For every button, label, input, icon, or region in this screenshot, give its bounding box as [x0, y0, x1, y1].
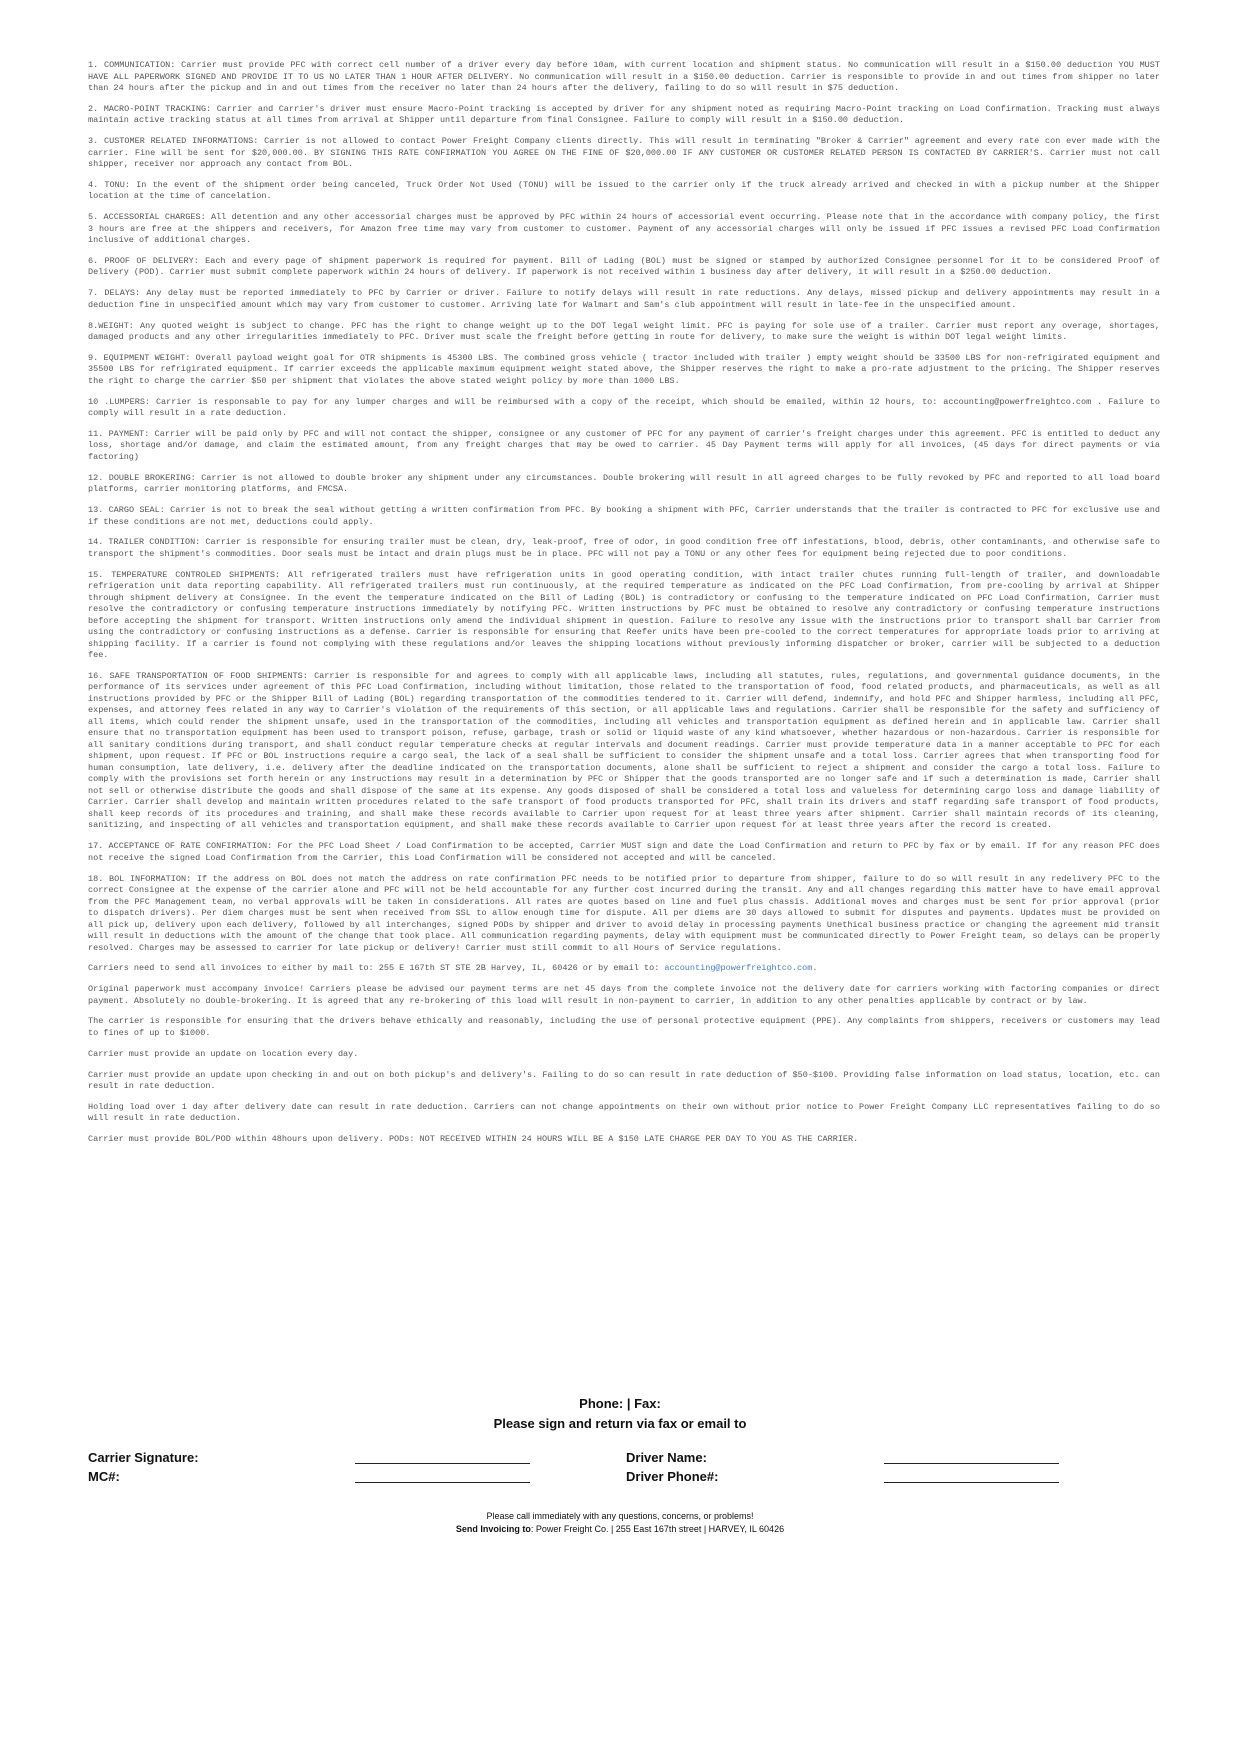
mc-field[interactable]: [355, 1482, 530, 1483]
term-accessorial-charges: 5. ACCESSORIAL CHARGES: All detention and any other accessorial charges must be approved by PFC within 24 hours of accessorial event occurring. Please note that in the accordance with company policy, the first 3 hours are free at the shippers and receivers, for Amazon free time may vary from customer to customer. Payment of any accessorial charges will only be issued if PFC issues a revised PFC Load Confirmation inclusive of additional charges.: [88, 212, 1160, 246]
note-original-paperwork: Original paperwork must accompany invoice! Carriers please be advised our payment terms are net 45 days from the complete invoice not the delivery date for carriers working with factoring companies or direct payment. Absolutely no double-brokering. It is agreed that any re-brokering of this load will result in non-payment to carrier, in addition to any other penalties applicable by contract or by law.: [88, 984, 1160, 1006]
term-tonu: 4. TONU: In the event of the shipment order being canceled, Truck Order Not Used (TONU) will be issued to the carrier only if the truck already arrived and checked in with a pickup number at the Shipper location at the time of cancelation.: [88, 179, 1160, 202]
footer-invoicing-label: Send Invoicing to: [455, 1524, 531, 1534]
invoice-note-text: Carriers need to send all invoices to either by mail to: 255 E 167th ST STE 2B Harvey, IL, 60426 or by email to:: [88, 963, 665, 974]
term-payment: 11. PAYMENT: Carrier will be paid only by PFC and will not contact the shipper, consignee or any customer of PFC for any payment of carrier's freight charges under this agreement. PFC is entitled to deduct any loss, shortage and/or damage, and claim the estimated amount, from any freight charges that may be owed to carrier. 45 Day Payment terms will apply for all invoices, (45 days for direct payments or via factoring): [88, 428, 1160, 462]
driver-phone-field[interactable]: [884, 1482, 1059, 1483]
term-proof-of-delivery: 6. PROOF OF DELIVERY: Each and every page of shipment paperwork is required for payment. Bill of Lading (BOL) must be signed or stamped by authorized Consignee personnel for it to be considered Proof of Delivery (POD). Carrier must submit complete paperwork within 24 hours of delivery. If paperwork is not received within 1 business day after delivery, it will result in a $250.00 deduction.: [88, 255, 1160, 278]
term-weight: 8.WEIGHT: Any quoted weight is subject to change. PFC has the right to change weight up to the DOT legal weight limit. PFC is paying for sole use of a trailer. Carrier must report any overage, shortages, damaged products and any other irregularities immediately to PFC. Driver must scale the freight before getting in route for delivery, to make sure the weight is within DOT legal weight limits.: [88, 320, 1160, 343]
term-delays: 7. DELAYS: Any delay must be reported immediately to PFC by Carrier or driver. Failure to notify delays will result in rate reductions. Any delays, missed pickup and delivery appointments may result in a deduction fine in unspecified amount which may vary from customer to customer. Arriving late for Walmart and Sam's club appointment will result in late-fee in the unspecified amount.: [88, 288, 1160, 310]
note-location-update: Carrier must provide an update on location every day.: [88, 1048, 359, 1059]
term-cargo-seal: 13. CARGO SEAL: Carrier is not to break the seal without getting a written confirmation from PFC. By booking a shipment with PFC, Carrier understands that the trailer is contracted to PFC for exclusive use and if these conditions are not met, deductions could apply.: [88, 505, 1160, 527]
carrier-signature-field[interactable]: [355, 1463, 530, 1464]
driver-phone-label: Driver Phone#:: [626, 1469, 719, 1484]
phone-fax-line: Phone: | Fax:: [579, 1396, 661, 1411]
invoice-note: [88, 963, 1160, 975]
note-checkin-update: Carrier must provide an update upon checking in and out on both pickup's and delivery's. Failing to do so can result in rate deduction of $50-$100. Providing false information on load status, location, etc. can result in rate deduction.: [88, 1069, 1160, 1092]
footer-invoicing-value: : Power Freight Co. | 255 East 167th street | HARVEY, IL 60426: [530, 1524, 785, 1534]
sign-return-line: Please sign and return via fax or email to: [493, 1416, 747, 1431]
term-bol-information: 18. BOL INFORMATION: If the address on BOL does not match the address on rate confirmation PFC needs to be notified prior to departure from shipper, failure to do so will result in any redelivery PFC to the correct Consignee at the expense of the carrier alone and PFC will not be held accountable for any further cost incurred during the transit. Any and all changes regarding this matter have to have email approval from the PFC Management team, no verbal approvals will be taken in considerations. All rates are quotes based on line and fuel plus chassis. Additional moves and charges must be sent for prior approval (prior to dispatch drivers). Per diem charges must be sent when received from SSL to allow enough time for dispute. All per diems are 30 days allowed to submit for disputes and payments. Updates must be provided on all pick up, delivery upon each delivery, followed by all interchanges, signed PODs by shipper and driver to avoid delay in processing payments Unethical business practice or changing the agreement mid transit will result in deductions with the amount of the change that took place. All communication regarding payments, delay with equipment must be communicated directly to Power Freight team, so delays can be properly resolved. Charges may be assessed to carrier for late pickup or delivery! Carrier must still commit to all Hours of Service regulations.: [88, 873, 1160, 953]
footer-call-line: Please call immediately with any questions, concerns, or problems!: [486, 1511, 754, 1521]
term-trailer-condition: 14. TRAILER CONDITION: Carrier is responsible for ensuring trailer must be clean, dry, leak-proof, free of odor, in good condition free off infestations, blood, debris, other contaminants, and otherwise safe to transport the shipment's commodities. Door seals must be intact and drain plugs must be in place. PFC will not pay a TONU or any other fees for equipment being rejected due to poor conditions.: [88, 537, 1160, 559]
footer-invoicing-line: [0, 1524, 1240, 1534]
term-macro-point-tracking: 2. MACRO-POINT TRACKING: Carrier and Carrier's driver must ensure Macro-Point tracking is accepted by driver for any shipment noted as requiring Macro-Point tracking on Load Confirmation. Tracking must always maintain active tracking status at all times from arrival at Shipper until departure from final Consignee. Failure to comply will result in a $150.00 deduction.: [88, 103, 1160, 126]
term-communication: 1. COMMUNICATION: Carrier must provide PFC with correct cell number of a driver every day before 10am, with current location and shipment status. No communication will result in a $150.00 deduction YOU MUST HAVE ALL PAPERWORK SIGNED AND PROVIDE IT TO US NO LATER THAN 1 HOUR AFTER DELIVERY. No communication will result in a $150.00 deduction. Carrier is responsible to provide in and out times from shipper no later than 24 hours after the pickup and in and out times from the receiver no later than 24 hours after the delivery, failing to do so will result in $75 deduction.: [88, 60, 1160, 93]
term-customer-related-informations: 3. CUSTOMER RELATED INFORMATIONS: Carrier is not allowed to contact Power Freight Company clients directly. This will result in terminating "Broker & Carrier" agreement and every rate con ever made with the carrier. Fine will be sent for $20,000.00. BY SIGNING THIS RATE CONFIRMATION YOU AGREE ON THE FINE OF $20,000.00 IF ANY CUSTOMER OR CUSTOMER RELATED PERSON IS CONTACTED BY CARRIER'S. Carrier must not call shipper, receiver nor approach any contact from BOL.: [88, 136, 1160, 170]
term-double-brokering: 12. DOUBLE BROKERING: Carrier is not allowed to double broker any shipment under any circumstances. Double brokering will result in all agreed charges to be fully revoked by PFC and reported to all load board platforms, carrier monitoring platforms, and FMCSA.: [88, 472, 1160, 495]
invoice-note-suffix: .: [812, 963, 818, 974]
invoice-email-link[interactable]: accounting@powerfreightco.com: [664, 963, 813, 974]
mc-label: MC#:: [88, 1469, 120, 1484]
term-lumpers: 10 .LUMPERS: Carrier is responsable to pay for any lumper charges and will be reimbursed with a copy of the receipt, which should be emailed, within 12 hours, to: accounting@powerfreightco.com . Failure to comply will result in a rate deduction.: [88, 396, 1160, 419]
note-holding-load: Holding load over 1 day after delivery date can result in rate deduction. Carriers can not change appointments on their own without prior notice to Power Freight Company LLC representatives failing to do so will result in rate deduction.: [88, 1101, 1160, 1124]
term-equipment-weight: 9. EQUIPMENT WEIGHT: Overall payload weight goal for OTR shipments is 45300 LBS. The combined gross vehicle ( tractor included with trailer ) empty weight should be 33500 LBS for non-refrigirated equipment and 35500 LBS for refrigirated equipment. If carrier exceeds the applicable maximum equipment weight stated above, the Shipper reserves the right to make a pro-rate adjustment to the pricing. The Shipper reserves the right to charge the carrier $50 per shipment that violates the above stated weight policy by more than 1000 LBS.: [88, 352, 1160, 386]
driver-name-field[interactable]: [884, 1463, 1059, 1464]
term-safe-transportation-of-food: 16. SAFE TRANSPORTATION OF FOOD SHIPMENTS: Carrier is responsible for and agrees to comply with all applicable laws, including all statutes, rules, regulations, and governmental guidance documents, in the performance of its services under agreement of this PFC Load Confirmation, including without limitation, those related to the transportation of food, food related products, and pharmaceuticals, as well as all instructions provided by PFC or the Shipper Bill of Lading (BOL) regarding transportation of the commodities tendered to it. Carrier will defend, indemnify, and hold PFC and Shipper harmless, including all PFC, expenses, and attorney fees related in any way to Carrier's violation of the requirements of this section, or all applicable laws and regulations. Carrier shall be responsible for the safety and sufficiency of all items, which could render the shipment unsafe, used in the transportation of the commodities, including all vehicles and transportation equipment as defined herein and in applicable law. Carrier shall ensure that no transportation equipment has been used to transport poison, refuse, garbage, trash or solid or liquid waste of any kind whatsoever, whether hazardous or non-hazardous. Carrier is responsible for all sanitary conditions during transport, and shall conduct regular temperature checks at regular intervals and document readings. Carrier must provide temperature data in a manner acceptable to PFC for each shipment, upon request. If PFC or BOL instructions require a cargo seal, the lack of a seal shall be sufficient to consider the shipment unsafe and a total loss. Carrier agrees that when transporting food for human consumption, late delivery, i.e. delivery after the deadline indicated on the transportation documents, alone shall be sufficient to reject a shipment and consider the cargo a total loss. Failure to comply with the provisions set forth herein or any instructions may result in a determination by PFC or Shipper that the goods transported are no longer safe and if such a determination is made, Carrier shall not sell or otherwise distribute the goods and shall dispose of the same at its expense. Any goods disposed of shall be considered a total loss and valueless for determining cargo loss and damage liability of Carrier. Carrier shall develop and maintain written procedures related to the safe transport of food products transported for PFC, shall train its drivers and staff regarding safe transport of food products, shall keep records of its procedures and training, and shall make these records available to Carrier upon request for at least three years after shipment. Carrier shall maintain records of its cleaning, sanitizing, and inspecting of all vehicles and transportation equipment, and shall make these records available to Carrier upon request for at least three years after the record is created.: [88, 670, 1160, 831]
term-acceptance-of-rate-confirmation: 17. ACCEPTANCE OF RATE CONFIRMATION: For the PFC Load Sheet / Load Confirmation to be accepted, Carrier MUST sign and date the Load Confirmation and return to PFC by fax or by email. If for any reason PFC does not receive the signed Load Confirmation from the Carrier, this Load Confirmation will be considered not accepted and will be canceled.: [88, 841, 1160, 863]
terms-section: [88, 60, 1160, 1155]
driver-name-label: Driver Name:: [626, 1450, 707, 1465]
term-temperature-controled-shipments: 15. TEMPERATURE CONTROLED SHIPMENTS: All refrigerated trailers must have refrigeration units in good operating condition, with intact trailer chutes running full-length of trailer, and downloadable refrigeration unit data reporting capability. All refrigerated trailers must run continuously, at the required temperature as indicated on the PFC Load Confirmation, from pre-cooling by arrival at Shipper through shipment delivery at Consignee. In the event the temperature indicated on the Bill of Lading (BOL) is contradictory or confusing to the temperature indicated on PFC Load Confirmation, Carrier must resolve the contradictory or confusing temperature instructions immediately by notifying PFC. Written instructions by PFC must be obtained to resolve any contradictory or confusing temperature instructions before accepting the shipment for transport. Written instructions only amend the individual shipment in question. Failure to resolve any issue with the instructions prior to transport shall bar Carrier from using the contradictory or confusing instructions as a defense. Carrier is responsible for ensuring that Reefer units have been pre-cooled to the correct temperatures for appropriate loads prior to arriving at shipping facility. If a carrier is found not complying with these regulations and/or leaves the shipping locations without previously informing dispatcher or broker, carrier will be subjected to a deduction fee.: [88, 569, 1160, 661]
note-bol-pod: Carrier must provide BOL/POD within 48hours upon delivery. PODs: NOT RECEIVED WITHIN 24 HOURS WILL BE A $150 LATE CHARGE PER DAY TO YOU AS THE CARRIER.: [88, 1134, 859, 1145]
carrier-signature-label: Carrier Signature:: [88, 1450, 199, 1465]
note-driver-behavior: The carrier is responsible for ensuring that the drivers behave ethically and reasonably, including the use of personal protective equipment (PPE). Any complaints from shippers, receivers or customers may lead to fines of up to $1000.: [88, 1016, 1160, 1038]
